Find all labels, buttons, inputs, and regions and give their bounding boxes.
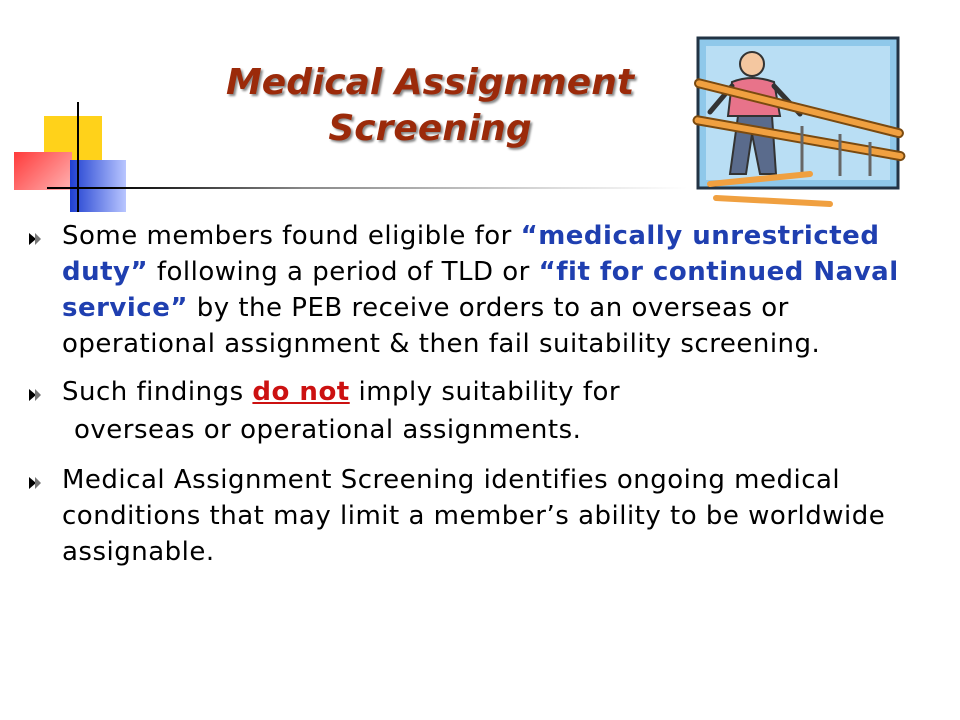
bullet-list <box>28 218 938 570</box>
bullet-item <box>28 462 938 570</box>
bullet-text: Some members found eligible for <box>62 221 521 251</box>
bullet-text: Medical Assignment Screening identifies ongoing medical conditions that may limit a member’s ability to be worldwide assignable. <box>62 465 886 567</box>
physical-therapy-parallel-bars-icon <box>690 34 906 208</box>
title-line-1: Medical Assignment <box>225 62 635 103</box>
decor-vertical-line <box>77 102 79 212</box>
highlight-fit-for-service: “fit for continued Naval service” <box>62 257 899 323</box>
arrow-bullet-icon <box>28 476 42 490</box>
decor-red-square <box>14 152 72 190</box>
bullet-text: following a period of TLD or <box>148 257 539 287</box>
bullet-text: imply suitability for <box>349 377 621 407</box>
arrow-bullet-icon <box>28 232 42 246</box>
title-line-2: Screening <box>328 108 532 149</box>
slide-title <box>160 60 700 152</box>
emphasis-do-not: do not <box>252 377 350 407</box>
bullet-text: Such findings <box>62 377 253 407</box>
bullet-item <box>28 374 938 450</box>
bullet-text: by the PEB receive orders to an overseas or operational assignment & then fail suitability screening. <box>62 293 821 359</box>
bullet-item <box>28 218 938 362</box>
bullet-continuation: overseas or operational assignments. <box>74 415 582 445</box>
decor-horizontal-line <box>47 187 687 189</box>
highlight-medically-unrestricted-duty: “medically unrestricted duty” <box>62 221 880 287</box>
arrow-bullet-icon <box>28 388 42 402</box>
